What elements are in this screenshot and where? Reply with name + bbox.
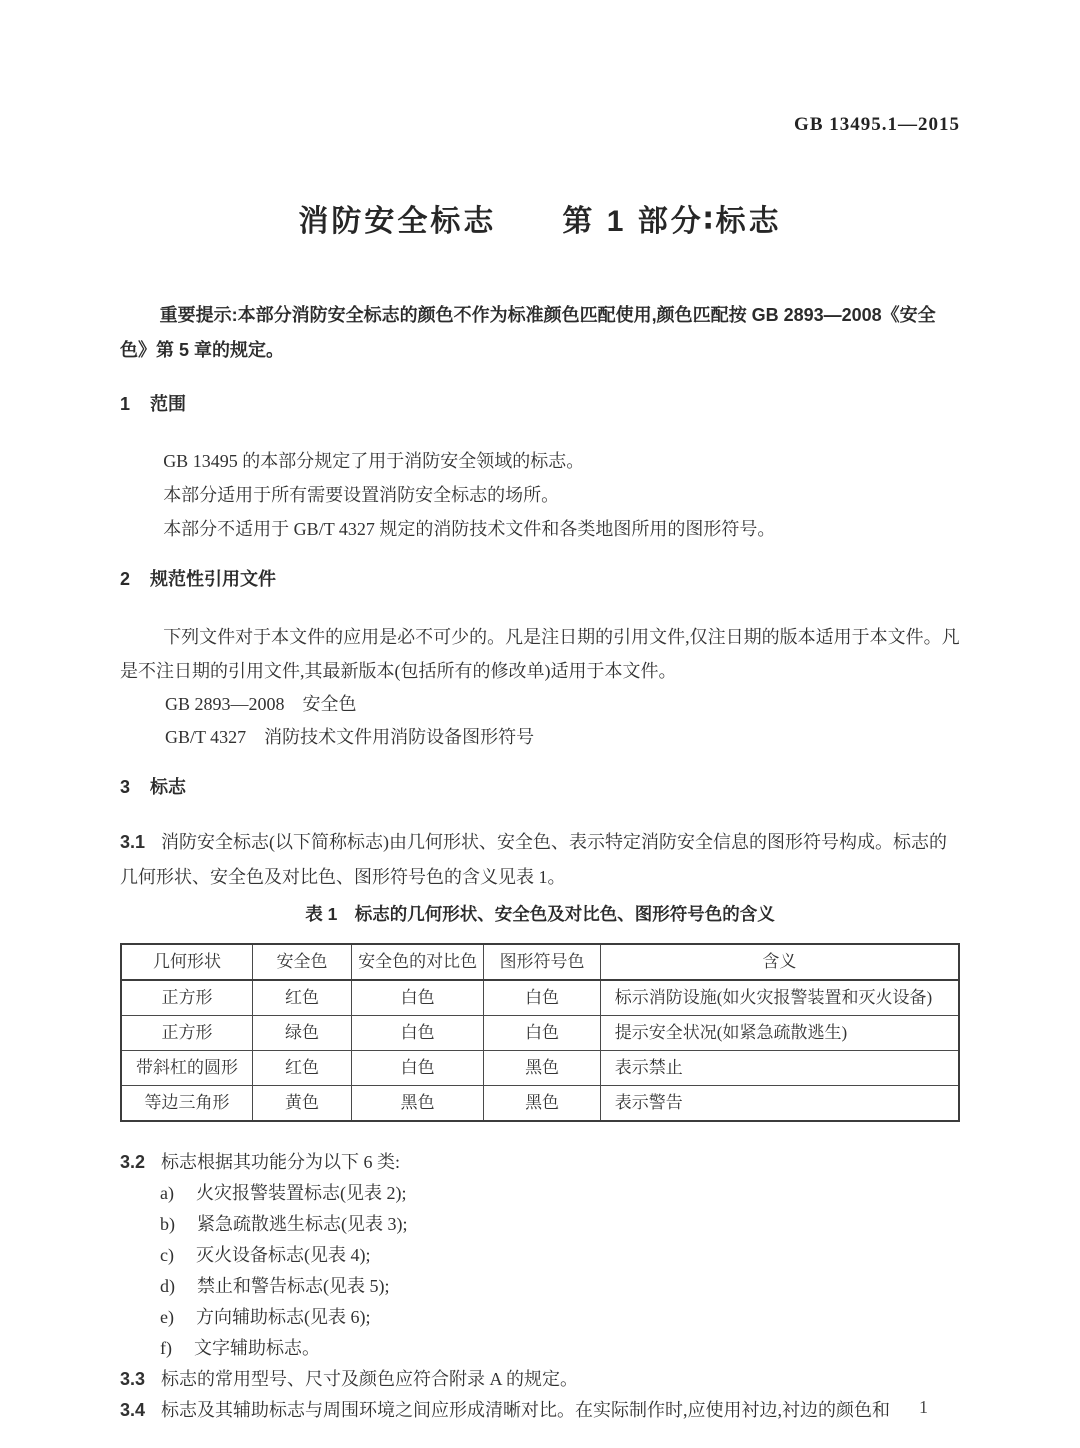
list-item-text: 禁止和警告标志(见表 5); (197, 1276, 390, 1296)
sign-category-list (120, 1178, 960, 1364)
section-1-body (120, 444, 960, 546)
standard-number: GB 13495.1—2015 (794, 114, 960, 135)
table-1 (120, 943, 960, 1122)
clause-3-2 (120, 1146, 960, 1178)
clause-3-3-number: 3.3 (120, 1369, 146, 1389)
reference-item-1: GB 2893—2008 安全色 (165, 694, 357, 714)
list-item-text: 火灾报警装置标志(见表 2); (195, 1183, 407, 1203)
list-item-text: 紧急疏散逃生标志(见表 3); (197, 1214, 408, 1234)
scope-paragraph-2: 本部分适用于所有需要设置消防安全标志的场所。 (163, 485, 560, 505)
table-cell: 白色 (484, 1016, 600, 1051)
important-notice: 重要提示:本部分消防安全标志的颜色不作为标准颜色匹配使用,颜色匹配按 GB 2893—2008《安全色》第 5 章的规定。 (120, 305, 936, 360)
list-item-text: 方向辅助标志(见表 6); (195, 1307, 371, 1327)
section-3-heading (120, 771, 960, 803)
table-header-cell: 安全色 (253, 944, 352, 980)
table-row (121, 1051, 959, 1086)
clause-3-2-text: 标志根据其功能分为以下 6 类: (161, 1152, 401, 1172)
table-row (121, 1086, 959, 1122)
table-cell: 黄色 (253, 1086, 352, 1122)
table-header-cell: 图形符号色 (484, 944, 600, 980)
clause-3-4 (120, 1395, 960, 1426)
table-cell: 正方形 (121, 1016, 253, 1051)
table-1-caption: 表 1 标志的几何形状、安全色及对比色、图形符号色的含义 (305, 904, 775, 924)
table-cell: 红色 (253, 1051, 352, 1086)
list-item (120, 1178, 960, 1209)
section-3-title: 标志 (150, 777, 187, 797)
list-item (120, 1209, 960, 1240)
table-cell: 白色 (351, 1051, 483, 1086)
scope-paragraph-1: GB 13495 的本部分规定了用于消防安全领域的标志。 (163, 451, 585, 471)
list-item-text: 文字辅助标志。 (194, 1338, 320, 1358)
table-cell: 黑色 (351, 1086, 483, 1122)
list-item-text: 灭火设备标志(见表 4); (195, 1245, 371, 1265)
table-cell: 绿色 (253, 1016, 352, 1051)
list-item-label: e) (160, 1307, 174, 1327)
clause-3-1 (120, 825, 960, 895)
table-cell: 提示安全状况(如紧急疏散逃生) (600, 1016, 959, 1051)
table-cell: 白色 (484, 980, 600, 1016)
reference-item-2: GB/T 4327 消防技术文件用消防设备图形符号 (165, 727, 535, 747)
table-cell: 白色 (351, 1016, 483, 1051)
list-item (120, 1240, 960, 1271)
table-cell: 表示禁止 (600, 1051, 959, 1086)
list-item (120, 1271, 960, 1302)
page-number: 1 (919, 1397, 928, 1417)
clause-3-4-text: 标志及其辅助标志与周围环境之间应形成清晰对比。在实际制作时,应使用衬边,衬边的颜色和 (161, 1400, 891, 1420)
table-cell: 正方形 (121, 980, 253, 1016)
table-cell: 等边三角形 (121, 1086, 253, 1122)
section-1-heading (120, 388, 960, 420)
normative-references-paragraph: 下列文件对于本文件的应用是必不可少的。凡是注日期的引用文件,仅注日期的版本适用于本文件。凡是不注日期的引用文件,其最新版本(包括所有的修改单)适用于本文件。 (120, 627, 960, 681)
list-item-label: c) (160, 1245, 174, 1265)
list-item-label: b) (160, 1214, 175, 1234)
document-title: 消防安全标志 第 1 部分∶标志 (298, 205, 782, 238)
section-1-number: 1 (120, 394, 131, 414)
clause-3-1-text: 消防安全标志(以下简称标志)由几何形状、安全色、表示特定消防安全信息的图形符号构成。标志的几何形状、安全色及对比色、图形符号色的含义见表 1。 (120, 832, 948, 887)
table-cell: 表示警告 (600, 1086, 959, 1122)
clause-3-4-number: 3.4 (120, 1400, 146, 1420)
clause-3-3 (120, 1364, 960, 1395)
table-cell: 红色 (253, 980, 352, 1016)
table-row (121, 980, 959, 1016)
list-item (120, 1302, 960, 1333)
section-2-title: 规范性引用文件 (150, 569, 277, 589)
table-header-cell: 含义 (600, 944, 959, 980)
scope-paragraph-3: 本部分不适用于 GB/T 4327 规定的消防技术文件和各类地图所用的图形符号。 (163, 519, 776, 539)
list-item-label: a) (160, 1183, 174, 1203)
table-cell: 标示消防设施(如火灾报警装置和灭火设备) (600, 980, 959, 1016)
list-item-label: d) (160, 1276, 175, 1296)
section-2-heading (120, 563, 960, 595)
table-header-row (121, 944, 959, 980)
table-header-cell: 安全色的对比色 (351, 944, 483, 980)
list-item-label: f) (160, 1338, 172, 1358)
section-2-number: 2 (120, 569, 131, 589)
table-header-cell: 几何形状 (121, 944, 253, 980)
clause-3-1-number: 3.1 (120, 832, 146, 852)
table-cell: 黑色 (484, 1051, 600, 1086)
table-cell: 黑色 (484, 1086, 600, 1122)
list-item (120, 1333, 960, 1364)
table-row (121, 1016, 959, 1051)
table-cell: 白色 (351, 980, 483, 1016)
section-3-number: 3 (120, 777, 131, 797)
section-1-title: 范围 (150, 394, 187, 414)
clause-3-3-text: 标志的常用型号、尺寸及颜色应符合附录 A 的规定。 (161, 1369, 579, 1389)
clause-3-2-number: 3.2 (120, 1152, 146, 1172)
table-cell: 带斜杠的圆形 (121, 1051, 253, 1086)
